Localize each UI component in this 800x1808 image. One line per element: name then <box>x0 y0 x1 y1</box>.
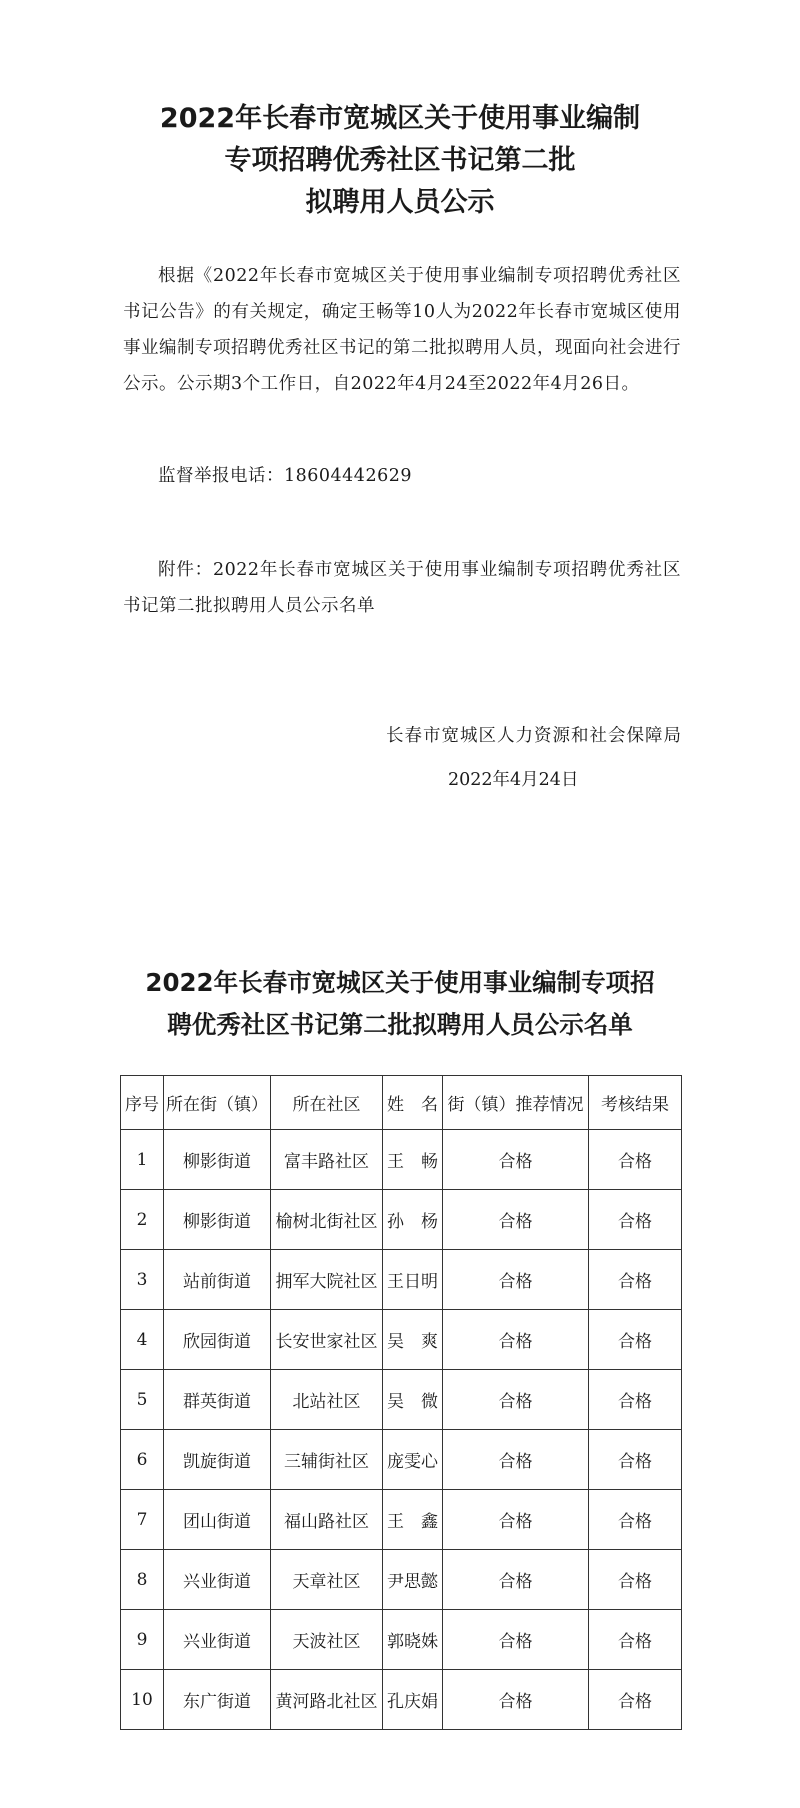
table-cell: 庞雯心 <box>383 1430 443 1490</box>
table-cell: 天章社区 <box>271 1550 383 1610</box>
roster-title-line-2: 聘优秀社区书记第二批拟聘用人员公示名单 <box>167 1010 633 1039</box>
hotline: 监督举报电话：18604442629 <box>158 466 412 486</box>
issue-date: 2022年4月24日 <box>448 770 579 790</box>
roster-title <box>0 962 800 1046</box>
table-cell: 9 <box>121 1610 164 1670</box>
table-cell: 凯旋街道 <box>164 1430 271 1490</box>
table-row <box>121 1550 682 1610</box>
table-row <box>121 1670 682 1730</box>
notice-title-line-3: 拟聘用人员公示 <box>305 187 495 218</box>
table-cell: 合格 <box>443 1550 589 1610</box>
table-cell: 合格 <box>589 1430 682 1490</box>
header-cell: 所在街（镇） <box>164 1076 271 1130</box>
table-cell: 合格 <box>443 1130 589 1190</box>
header-cell: 所在社区 <box>271 1076 383 1130</box>
table-cell: 东广街道 <box>164 1670 271 1730</box>
header-cell: 考核结果 <box>589 1076 682 1130</box>
issuer: 长春市宽城区人力资源和社会保障局 <box>386 726 682 746</box>
attachment-note: 附件：2022年长春市宽城区关于使用事业编制专项招聘优秀社区书记第二批拟聘用人员公示名单 <box>123 560 681 616</box>
table-row <box>121 1490 682 1550</box>
table-cell: 8 <box>121 1550 164 1610</box>
table-cell: 合格 <box>589 1190 682 1250</box>
table-cell: 群英街道 <box>164 1370 271 1430</box>
table-cell: 合格 <box>443 1370 589 1430</box>
table-cell: 吴 爽 <box>383 1310 443 1370</box>
table-cell: 7 <box>121 1490 164 1550</box>
table-cell: 王日明 <box>383 1250 443 1310</box>
roster-table <box>120 1075 682 1730</box>
table-cell: 合格 <box>589 1550 682 1610</box>
table-cell: 团山街道 <box>164 1490 271 1550</box>
table-cell: 合格 <box>589 1670 682 1730</box>
table-cell: 合格 <box>443 1310 589 1370</box>
table-cell: 合格 <box>589 1130 682 1190</box>
table-row <box>121 1370 682 1430</box>
table-cell: 合格 <box>589 1610 682 1670</box>
table-cell: 1 <box>121 1130 164 1190</box>
table-cell: 王 畅 <box>383 1130 443 1190</box>
table-cell: 富丰路社区 <box>271 1130 383 1190</box>
table-cell: 长安世家社区 <box>271 1310 383 1370</box>
table-cell: 合格 <box>443 1670 589 1730</box>
table-cell: 孔庆娟 <box>383 1670 443 1730</box>
roster-title-line-1: 2022年长春市宽城区关于使用事业编制专项招 <box>145 968 655 997</box>
table-cell: 5 <box>121 1370 164 1430</box>
table-cell: 福山路社区 <box>271 1490 383 1550</box>
header-cell: 序号 <box>121 1076 164 1130</box>
table-cell: 榆树北街社区 <box>271 1190 383 1250</box>
table-row <box>121 1130 682 1190</box>
table-cell: 柳影街道 <box>164 1190 271 1250</box>
table-row <box>121 1430 682 1490</box>
header-cell: 姓 名 <box>383 1076 443 1130</box>
notice-title-line-1: 2022年长春市宽城区关于使用事业编制 <box>159 103 641 134</box>
table-cell: 黄河路北社区 <box>271 1670 383 1730</box>
table-cell: 吴 微 <box>383 1370 443 1430</box>
table-cell: 天波社区 <box>271 1610 383 1670</box>
table-cell: 2 <box>121 1190 164 1250</box>
table-row <box>121 1250 682 1310</box>
table-cell: 合格 <box>443 1250 589 1310</box>
table-cell: 合格 <box>443 1430 589 1490</box>
table-cell: 尹思懿 <box>383 1550 443 1610</box>
table-cell: 拥军大院社区 <box>271 1250 383 1310</box>
table-row <box>121 1310 682 1370</box>
table-cell: 合格 <box>589 1250 682 1310</box>
notice-body: 根据《2022年长春市宽城区关于使用事业编制专项招聘优秀社区书记公告》的有关规定，确定王畅等10人为2022年长春市宽城区使用事业编制专项招聘优秀社区书记的第二批拟聘用人员，现面向社会进行公示。公示期3个工作日，自2022年4月24至2022年4月26日。 <box>123 266 681 394</box>
table-cell: 合格 <box>443 1190 589 1250</box>
table-cell: 合格 <box>589 1310 682 1370</box>
table-cell: 6 <box>121 1430 164 1490</box>
table-cell: 三辅街社区 <box>271 1430 383 1490</box>
notice-title <box>0 98 800 224</box>
table-cell: 孙 杨 <box>383 1190 443 1250</box>
table-cell: 站前街道 <box>164 1250 271 1310</box>
table-cell: 合格 <box>443 1490 589 1550</box>
table-cell: 欣园街道 <box>164 1310 271 1370</box>
table-cell: 3 <box>121 1250 164 1310</box>
table-row <box>121 1610 682 1670</box>
table-cell: 王 鑫 <box>383 1490 443 1550</box>
table-cell: 兴业街道 <box>164 1550 271 1610</box>
table-cell: 合格 <box>589 1490 682 1550</box>
header-cell: 街（镇）推荐情况 <box>443 1076 589 1130</box>
table-cell: 郭晓姝 <box>383 1610 443 1670</box>
table-header-row <box>121 1076 682 1130</box>
notice-title-line-2: 专项招聘优秀社区书记第二批 <box>224 145 576 176</box>
table-cell: 10 <box>121 1670 164 1730</box>
table-cell: 合格 <box>443 1610 589 1670</box>
table-row <box>121 1190 682 1250</box>
table-cell: 北站社区 <box>271 1370 383 1430</box>
table-cell: 兴业街道 <box>164 1610 271 1670</box>
table-cell: 合格 <box>589 1370 682 1430</box>
table-cell: 柳影街道 <box>164 1130 271 1190</box>
table-cell: 4 <box>121 1310 164 1370</box>
